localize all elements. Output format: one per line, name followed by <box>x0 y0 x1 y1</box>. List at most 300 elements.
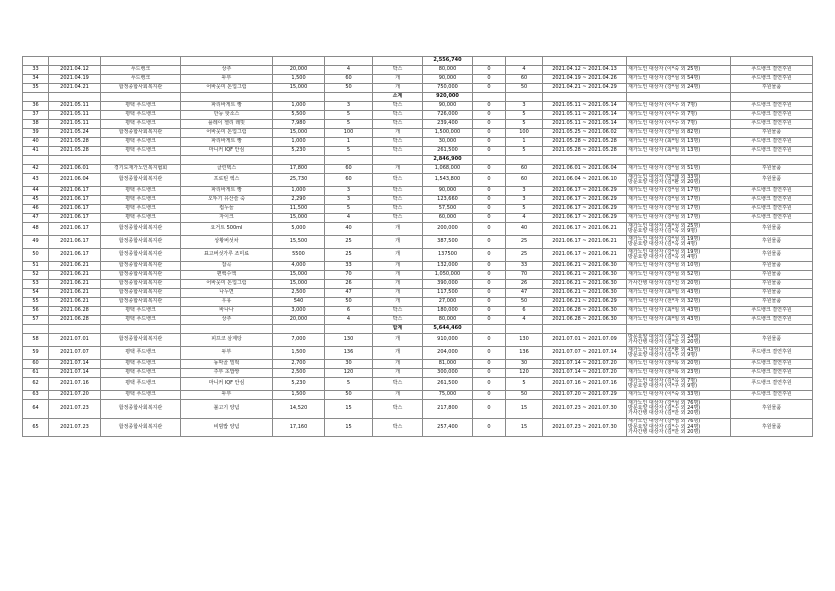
quantity-cell: 100 <box>325 129 373 138</box>
empty-cell <box>49 156 101 165</box>
distribution-period-cell: 2021.04.19 ~ 2021.04.26 <box>543 75 627 84</box>
donor-cell: 합정종합사회복지관 <box>101 84 181 93</box>
unit-price-cell: 2,500 <box>273 289 325 298</box>
date-cell: 2021.05.11 <box>49 102 101 111</box>
table-row <box>23 316 813 325</box>
empty-cell <box>325 156 373 165</box>
unit-price-cell: 14,520 <box>273 400 325 419</box>
quantity-cell: 5 <box>325 378 373 391</box>
prev-stock-cell: 0 <box>473 298 506 307</box>
recipient-line: 방문요양 대상자 (김*옥 외 9명) <box>628 228 698 234</box>
recipient-line: 방문요양 대상자 (이*주 외 9명) <box>628 383 698 389</box>
subtotal-label <box>373 57 423 66</box>
distributed-qty-cell: 5 <box>506 111 543 120</box>
donor-cell: 합정종합사회복지관 <box>101 334 181 347</box>
subtotal-amount: 920,000 <box>423 93 473 102</box>
recipient-line: 방문요양 대상자 (김*환 외 20명) <box>628 179 701 185</box>
recipient-line: 재가노인 대상자 (강*섬 외 82명) <box>628 129 701 136</box>
table-row <box>23 66 813 75</box>
item-name-cell: 상황버섯차 <box>181 236 273 249</box>
unit-cell: 개 <box>373 84 423 93</box>
recipients-cell <box>627 369 731 378</box>
distribution-period-cell: 2021.05.11 ~ 2021.05.14 <box>543 102 627 111</box>
empty-cell <box>325 93 373 102</box>
item-name-cell: 파리바게트 빵 <box>181 102 273 111</box>
distribution-period-cell: 2021.05.11 ~ 2021.05.14 <box>543 111 627 120</box>
row-number-cell: 60 <box>23 360 49 369</box>
empty-cell <box>49 325 101 334</box>
item-name-cell: 피프코 삼계탕 <box>181 334 273 347</box>
recipient-line: 가사간병 대상자 (김*만 외 20명) <box>628 410 701 417</box>
distributed-qty-cell: 50 <box>506 298 543 307</box>
distribution-period-cell: 2021.07.14 ~ 2021.07.20 <box>543 360 627 369</box>
distribution-period-cell: 2021.06.28 ~ 2021.06.30 <box>543 316 627 325</box>
amount-cell: 257,400 <box>423 418 473 437</box>
date-cell: 2021.07.14 <box>49 360 101 369</box>
note-cell: 후원물품 <box>731 280 813 289</box>
note-cell: 후원물품 <box>731 249 813 262</box>
donor-cell: 합정종합사회복지관 <box>101 298 181 307</box>
recipient-line: 재가노인 대상자 (강*섬 외 17명) <box>628 205 701 212</box>
recipient-line: 재가노인 대상자 (최*섬 외 25명) <box>628 222 701 229</box>
amount-cell: 75,000 <box>423 391 473 400</box>
item-name-cell: 클린텍스 <box>181 165 273 174</box>
note-cell: 푸드뱅크 결연후원 <box>731 147 813 156</box>
amount-cell: 217,800 <box>423 400 473 419</box>
recipients-cell <box>627 205 731 214</box>
amount-cell: 60,000 <box>423 214 473 223</box>
prev-stock-cell: 0 <box>473 249 506 262</box>
donor-cell: 평택 푸드뱅크 <box>101 111 181 120</box>
row-number-cell: 56 <box>23 307 49 316</box>
unit-cell: 개 <box>373 249 423 262</box>
table-row <box>23 196 813 205</box>
distributed-qty-cell: 3 <box>506 187 543 196</box>
donor-cell: 평택 푸드뱅크 <box>101 347 181 360</box>
empty-cell <box>49 57 101 66</box>
subtotal-label <box>373 156 423 165</box>
recipient-line: 재가노인 대상자 (강*섬 외 19명) <box>628 248 701 255</box>
recipients-cell <box>627 102 731 111</box>
date-cell: 2021.06.17 <box>49 214 101 223</box>
recipient-line: 재가노인 대상자 (강*섬 외 24명) <box>628 84 701 91</box>
item-name-cell: 우유 <box>181 298 273 307</box>
ledger-body <box>23 57 813 437</box>
recipients-cell <box>627 418 731 437</box>
recipient-line: 재가노인 대상자 (김*옥 외 7명) <box>628 377 698 384</box>
recipients-cell <box>627 280 731 289</box>
distribution-period-cell: 2021.06.17 ~ 2021.06.21 <box>543 236 627 249</box>
distributed-qty-cell: 15 <box>506 418 543 437</box>
unit-cell: 박스 <box>373 138 423 147</box>
distribution-period-cell: 2021.06.04 ~ 2021.06.10 <box>543 174 627 187</box>
recipients-cell <box>627 196 731 205</box>
donor-cell: 평택 푸드뱅크 <box>101 369 181 378</box>
date-cell: 2021.06.21 <box>49 262 101 271</box>
unit-cell: 박스 <box>373 174 423 187</box>
row-number-cell: 34 <box>23 75 49 84</box>
distributed-qty-cell: 6 <box>506 307 543 316</box>
donor-cell: 경기도재가노인복지협회 <box>101 165 181 174</box>
amount-cell: 90,000 <box>423 102 473 111</box>
table-row <box>23 165 813 174</box>
unit-cell: 박스 <box>373 378 423 391</box>
prev-stock-cell: 0 <box>473 214 506 223</box>
unit-price-cell: 20,000 <box>273 316 325 325</box>
empty-cell <box>731 325 813 334</box>
quantity-cell: 47 <box>325 289 373 298</box>
recipients-cell <box>627 147 731 156</box>
row-number-cell: 62 <box>23 378 49 391</box>
recipient-line: 재가노인 대상자 (강*섬 외 51명) <box>628 165 701 172</box>
amount-cell: 1,543,800 <box>423 174 473 187</box>
recipient-line: 재가노인 대상자 (강*섬 외 19명) <box>628 235 701 242</box>
quantity-cell: 4 <box>325 316 373 325</box>
unit-cell: 개 <box>373 165 423 174</box>
table-row <box>23 129 813 138</box>
table-row <box>23 236 813 249</box>
row-number-cell: 40 <box>23 138 49 147</box>
amount-cell: 90,000 <box>423 187 473 196</box>
recipient-line: 재가노인 대상자 (이*수 외 7명) <box>628 111 698 118</box>
distributed-qty-cell: 4 <box>506 214 543 223</box>
amount-cell: 132,000 <box>423 262 473 271</box>
note-cell: 푸드뱅크 결연후원 <box>731 111 813 120</box>
recipients-cell <box>627 66 731 75</box>
table-row <box>23 205 813 214</box>
table-row <box>23 120 813 129</box>
unit-cell: 박스 <box>373 307 423 316</box>
row-number-cell: 64 <box>23 400 49 419</box>
donor-cell: 합정종합사회복지관 <box>101 280 181 289</box>
recipients-cell <box>627 84 731 93</box>
table-row <box>23 214 813 223</box>
recipients-cell <box>627 271 731 280</box>
unit-price-cell: 1,000 <box>273 102 325 111</box>
recipients-cell <box>627 262 731 271</box>
unit-price-cell: 15,000 <box>273 129 325 138</box>
unit-price-cell: 20,000 <box>273 66 325 75</box>
unit-cell: 개 <box>373 271 423 280</box>
row-number-cell: 44 <box>23 187 49 196</box>
table-row <box>23 391 813 400</box>
recipients-cell <box>627 120 731 129</box>
amount-cell: 726,000 <box>423 111 473 120</box>
distributed-qty-cell: 33 <box>506 262 543 271</box>
empty-cell <box>23 156 49 165</box>
prev-stock-cell: 0 <box>473 84 506 93</box>
unit-cell: 박스 <box>373 214 423 223</box>
distribution-period-cell: 2021.07.01 ~ 2021.07.09 <box>543 334 627 347</box>
item-name-cell: 두부 <box>181 391 273 400</box>
distribution-period-cell: 2021.05.11 ~ 2021.05.14 <box>543 120 627 129</box>
table-row <box>23 84 813 93</box>
quantity-cell: 5 <box>325 147 373 156</box>
row-number-cell: 41 <box>23 147 49 156</box>
prev-stock-cell: 0 <box>473 75 506 84</box>
distribution-period-cell: 2021.07.14 ~ 2021.07.20 <box>543 369 627 378</box>
note-cell: 푸드뱅크 결연후원 <box>731 316 813 325</box>
distributed-qty-cell: 50 <box>506 84 543 93</box>
distribution-period-cell: 2021.06.21 ~ 2021.06.29 <box>543 298 627 307</box>
distributed-qty-cell: 5 <box>506 147 543 156</box>
recipients-cell <box>627 214 731 223</box>
recipient-line: 재가노인 대상자 (창*록 외 23명) <box>628 369 701 376</box>
prev-stock-cell: 0 <box>473 111 506 120</box>
distribution-period-cell: 2021.06.17 ~ 2021.06.21 <box>543 249 627 262</box>
empty-cell <box>506 325 543 334</box>
amount-cell: 204,000 <box>423 347 473 360</box>
donor-cell: 평택 푸드뱅크 <box>101 307 181 316</box>
recipient-line: 재가노인 대상자 (이*수 외 7명) <box>628 102 698 109</box>
quantity-cell: 3 <box>325 196 373 205</box>
unit-cell: 박스 <box>373 111 423 120</box>
distributed-qty-cell: 4 <box>506 316 543 325</box>
unit-price-cell: 5,230 <box>273 378 325 391</box>
recipient-line: 재가노인 대상자 (이*수 외 7명) <box>628 120 698 127</box>
distributed-qty-cell: 47 <box>506 289 543 298</box>
recipient-line: 방문요양 대상자 (김*옥 외 4명) <box>628 241 698 247</box>
table-row <box>23 280 813 289</box>
note-cell: 푸드뱅크 결연후원 <box>731 391 813 400</box>
recipients-cell <box>627 378 731 391</box>
item-name-cell: 주부 초밥짱 <box>181 369 273 378</box>
recipients-cell <box>627 334 731 347</box>
unit-cell: 박스 <box>373 66 423 75</box>
distribution-period-cell: 2021.06.17 ~ 2021.06.21 <box>543 223 627 236</box>
empty-cell <box>23 93 49 102</box>
prev-stock-cell: 0 <box>473 205 506 214</box>
donor-cell: 합정종합사회복지관 <box>101 174 181 187</box>
donor-cell: 합정종합사회복지관 <box>101 223 181 236</box>
table-row <box>23 400 813 419</box>
table-row <box>23 334 813 347</box>
empty-cell <box>23 325 49 334</box>
note-cell: 푸드뱅크 결연후원 <box>731 102 813 111</box>
distributed-qty-cell: 3 <box>506 196 543 205</box>
unit-price-cell: 5,230 <box>273 147 325 156</box>
quantity-cell: 25 <box>325 236 373 249</box>
date-cell: 2021.04.19 <box>49 75 101 84</box>
row-number-cell: 54 <box>23 289 49 298</box>
amount-cell: 180,000 <box>423 307 473 316</box>
subtotal-label: 합계 <box>373 325 423 334</box>
item-name-cell: 어바웃미 돈업그럼 <box>181 84 273 93</box>
distribution-period-cell: 2021.06.01 ~ 2021.06.04 <box>543 165 627 174</box>
amount-cell: 261,500 <box>423 147 473 156</box>
recipients-cell <box>627 187 731 196</box>
note-cell: 푸드뱅크 결연후원 <box>731 307 813 316</box>
date-cell: 2021.06.21 <box>49 271 101 280</box>
recipient-line: 가사간병 대상자 (김*만 외 20명) <box>628 339 701 345</box>
note-cell: 후원물품 <box>731 84 813 93</box>
date-cell: 2021.06.28 <box>49 307 101 316</box>
subtotal-amount: 2,846,900 <box>423 156 473 165</box>
subtotal-row <box>23 325 813 334</box>
row-number-cell: 57 <box>23 316 49 325</box>
recipient-line: 재가노인 대상자 (이*숙 외 25명) <box>628 66 701 73</box>
donor-cell: 평택 푸드뱅크 <box>101 102 181 111</box>
distribution-period-cell: 2021.07.07 ~ 2021.07.14 <box>543 347 627 360</box>
prev-stock-cell: 0 <box>473 400 506 419</box>
donor-cell: 평택 푸드뱅크 <box>101 196 181 205</box>
donor-cell: 합정종합사회복지관 <box>101 129 181 138</box>
recipients-cell <box>627 129 731 138</box>
date-cell: 2021.05.24 <box>49 129 101 138</box>
unit-cell: 개 <box>373 75 423 84</box>
row-number-cell: 49 <box>23 236 49 249</box>
recipients-cell <box>627 223 731 236</box>
unit-cell: 개 <box>373 236 423 249</box>
recipient-line: 방문요양 대상자 (김*수 외 24명) <box>628 405 701 412</box>
date-cell: 2021.07.23 <box>49 418 101 437</box>
note-cell: 푸드뱅크 결연후원 <box>731 214 813 223</box>
note-cell: 푸드뱅크 결연후원 <box>731 360 813 369</box>
prev-stock-cell: 0 <box>473 187 506 196</box>
quantity-cell: 5 <box>325 111 373 120</box>
table-row <box>23 307 813 316</box>
row-number-cell: 51 <box>23 262 49 271</box>
item-name-cell: 상추 <box>181 66 273 75</box>
note-cell: 푸드뱅크 결연후원 <box>731 378 813 391</box>
note-cell: 푸드뱅크 결연후원 <box>731 369 813 378</box>
amount-cell: 90,000 <box>423 75 473 84</box>
amount-cell: 750,000 <box>423 84 473 93</box>
quantity-cell: 60 <box>325 174 373 187</box>
item-name-cell: 편백수액 <box>181 271 273 280</box>
item-name-cell: 파리바게트 빵 <box>181 138 273 147</box>
amount-cell: 27,000 <box>423 298 473 307</box>
donor-cell: 평택 푸드뱅크 <box>101 391 181 400</box>
distribution-period-cell: 2021.06.21 ~ 2021.06.30 <box>543 289 627 298</box>
row-number-cell: 43 <box>23 174 49 187</box>
empty-cell <box>473 325 506 334</box>
quantity-cell: 30 <box>325 360 373 369</box>
table-row <box>23 271 813 280</box>
distribution-period-cell: 2021.07.16 ~ 2021.07.16 <box>543 378 627 391</box>
unit-cell: 개 <box>373 223 423 236</box>
unit-price-cell: 15,000 <box>273 84 325 93</box>
row-number-cell: 39 <box>23 129 49 138</box>
unit-cell: 개 <box>373 360 423 369</box>
quantity-cell: 3 <box>325 102 373 111</box>
item-name-cell: 잡곡 <box>181 262 273 271</box>
donor-cell: 평택 푸드뱅크 <box>101 138 181 147</box>
distribution-period-cell: 2021.06.21 ~ 2021.06.30 <box>543 271 627 280</box>
donor-cell: 평택 푸드뱅크 <box>101 120 181 129</box>
empty-cell <box>273 93 325 102</box>
distribution-period-cell: 2021.04.12 ~ 2021.04.13 <box>543 66 627 75</box>
prev-stock-cell: 0 <box>473 120 506 129</box>
recipient-line: 재가노인 대상자 (최*임 외 13명) <box>628 138 701 145</box>
quantity-cell: 50 <box>325 84 373 93</box>
row-number-cell: 33 <box>23 66 49 75</box>
distributed-qty-cell: 60 <box>506 174 543 187</box>
row-number-cell: 37 <box>23 111 49 120</box>
recipient-line: 재가노인 대상자 (최*임 외 43명) <box>628 316 701 323</box>
date-cell: 2021.06.01 <box>49 165 101 174</box>
unit-cell: 개 <box>373 334 423 347</box>
quantity-cell: 40 <box>325 223 373 236</box>
amount-cell: 80,000 <box>423 316 473 325</box>
date-cell: 2021.06.28 <box>49 316 101 325</box>
table-row <box>23 369 813 378</box>
amount-cell: 239,400 <box>423 120 473 129</box>
item-name-cell: 요거트 500ml <box>181 223 273 236</box>
item-name-cell: 불고기 양념 <box>181 400 273 419</box>
recipients-cell <box>627 236 731 249</box>
date-cell: 2021.07.07 <box>49 347 101 360</box>
quantity-cell: 4 <box>325 66 373 75</box>
amount-cell: 81,000 <box>423 360 473 369</box>
recipient-line: 재가노인 대상자 (창*록 외 20명) <box>628 360 701 367</box>
item-name-cell: 오뚜기 유산슬 죽 <box>181 196 273 205</box>
distributed-qty-cell: 5 <box>506 205 543 214</box>
empty-cell <box>181 93 273 102</box>
unit-cell: 개 <box>373 369 423 378</box>
table-row <box>23 75 813 84</box>
amount-cell: 80,000 <box>423 66 473 75</box>
distributed-qty-cell: 70 <box>506 271 543 280</box>
recipient-line: 방문요양 대상자 (김*수 외 9명) <box>628 352 698 358</box>
quantity-cell: 26 <box>325 280 373 289</box>
row-number-cell: 35 <box>23 84 49 93</box>
table-row <box>23 147 813 156</box>
row-number-cell: 53 <box>23 280 49 289</box>
unit-cell: 박스 <box>373 147 423 156</box>
subtotal-amount: 5,644,460 <box>423 325 473 334</box>
amount-cell: 1,050,000 <box>423 271 473 280</box>
distributed-qty-cell: 136 <box>506 347 543 360</box>
prev-stock-cell: 0 <box>473 147 506 156</box>
quantity-cell: 33 <box>325 262 373 271</box>
distributed-qty-cell: 60 <box>506 165 543 174</box>
unit-price-cell: 5,000 <box>273 223 325 236</box>
recipient-line: 재가노인 대상자 (강*섬 외 17명) <box>628 196 701 203</box>
date-cell: 2021.05.11 <box>49 111 101 120</box>
unit-cell: 박스 <box>373 205 423 214</box>
table-row <box>23 111 813 120</box>
prev-stock-cell: 0 <box>473 129 506 138</box>
distributed-qty-cell: 130 <box>506 334 543 347</box>
unit-price-cell: 11,500 <box>273 205 325 214</box>
note-cell: 푸드뱅크 결연후원 <box>731 347 813 360</box>
empty-cell <box>181 325 273 334</box>
item-name-cell: 파리바게트 빵 <box>181 187 273 196</box>
unit-cell: 개 <box>373 280 423 289</box>
quantity-cell: 6 <box>325 307 373 316</box>
recipient-line: 재가노인 대상자 (강*섬 외 10명) <box>628 262 701 269</box>
prev-stock-cell: 0 <box>473 307 506 316</box>
distributed-qty-cell: 40 <box>506 223 543 236</box>
donor-cell: 합정종합사회복지관 <box>101 249 181 262</box>
unit-price-cell: 15,000 <box>273 280 325 289</box>
recipient-line: 재가노인 대상자 (강*섬 외 54명) <box>628 75 701 82</box>
unit-cell: 박스 <box>373 102 423 111</box>
subtotal-row <box>23 156 813 165</box>
table-row <box>23 262 813 271</box>
prev-stock-cell: 0 <box>473 347 506 360</box>
item-name-cell: 프로틴 엑스 <box>181 174 273 187</box>
empty-cell <box>473 93 506 102</box>
date-cell: 2021.06.17 <box>49 196 101 205</box>
empty-cell <box>273 156 325 165</box>
donor-cell: 평택 푸드뱅크 <box>101 187 181 196</box>
prev-stock-cell: 0 <box>473 66 506 75</box>
date-cell: 2021.07.20 <box>49 391 101 400</box>
quantity-cell: 60 <box>325 165 373 174</box>
row-number-cell: 63 <box>23 391 49 400</box>
